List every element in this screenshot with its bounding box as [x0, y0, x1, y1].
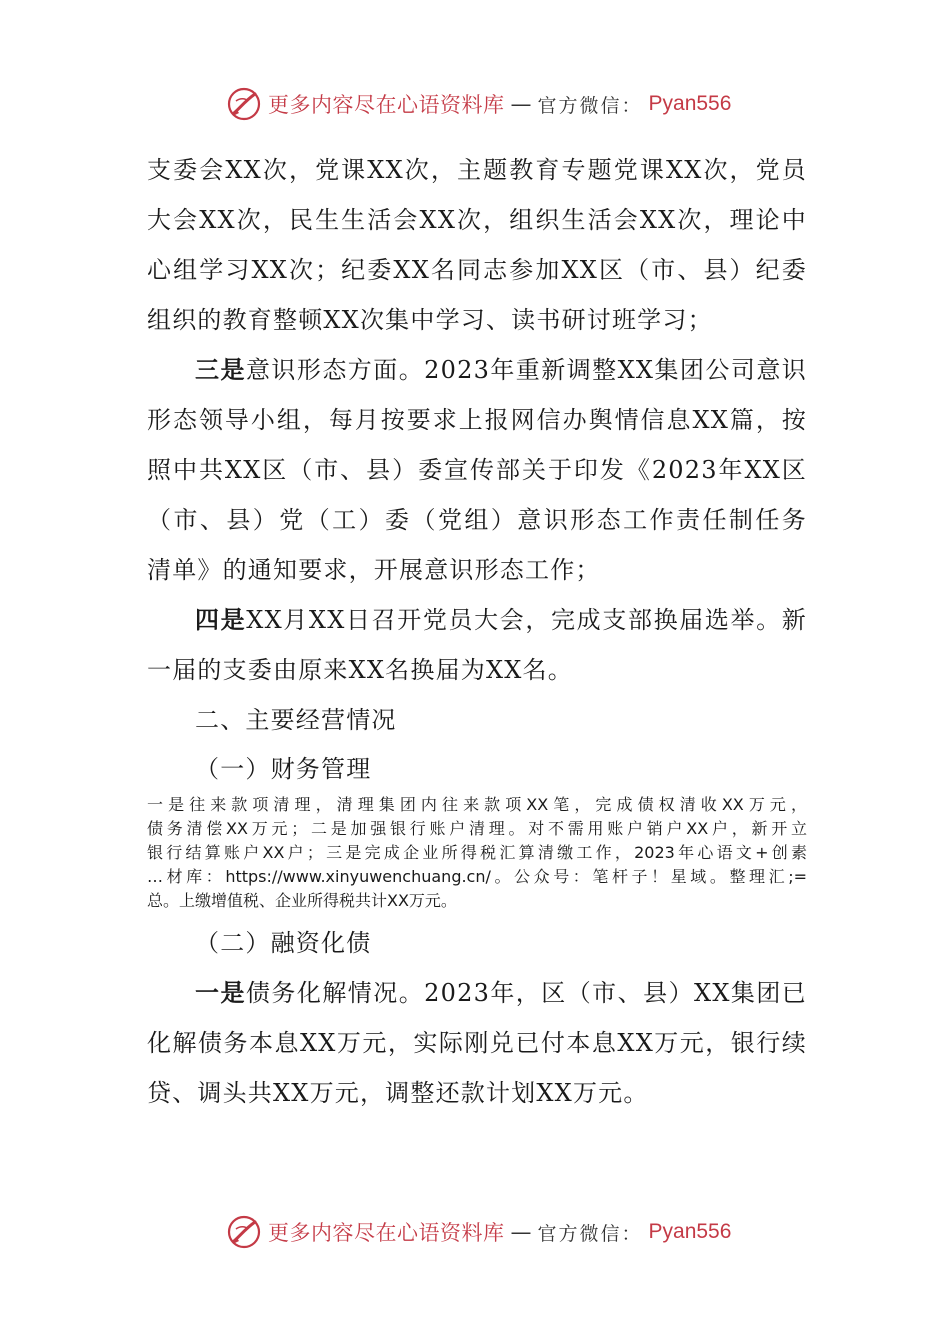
body-line: 照中共XX区（市、县）委宣传部关于印发《2023年XX区 — [147, 456, 807, 484]
body-line: 大会XX次，民生生活会XX次，组织生活会XX次，理论中 — [147, 206, 807, 234]
subsection-heading: （一）财务管理 — [195, 755, 372, 783]
body-line: 心组学习XX次；纪委XX名同志参加XX区（市、县）纪委 — [147, 256, 807, 284]
small-text-line: 一是往来款项清理，清理集团内往来款项XX笔，完成债权清收XX万元， — [147, 795, 807, 814]
body-line: （市、县）党（工）委（党组）意识形态工作责任制任务 — [147, 506, 807, 534]
pen-logo-icon — [226, 1214, 262, 1250]
body-text: 意识形态方面。2023年重新调整XX集团公司意识 — [245, 356, 807, 384]
section-heading: 二、主要经营情况 — [195, 706, 397, 734]
small-text-line: 总。上缴增值税、企业所得税共计XX万元。 — [147, 891, 457, 910]
watermark-label: 官方微信： — [537, 94, 643, 117]
subsection-heading: （二）融资化债 — [195, 929, 372, 957]
small-text-line: 债务清偿XX万元；二是加强银行账户清理。对不需用账户销户XX户，新开立 — [147, 819, 807, 838]
paragraph-five-first-line — [195, 977, 807, 1009]
watermark-banner-top — [226, 84, 731, 124]
body-line: 支委会XX次，党课XX次，主题教育专题党课XX次，党员 — [147, 156, 807, 184]
paragraph-four-first-line — [195, 604, 807, 636]
body-line: 清单》的通知要求，开展意识形态工作； — [147, 556, 601, 584]
watermark-main-text: 更多内容尽在心语资料库 — [268, 93, 505, 117]
body-text: 债务化解情况。2023年，区（市、县）XX集团已 — [245, 979, 807, 1007]
paragraph-lead: 四是 — [195, 605, 247, 634]
pen-logo-icon — [226, 86, 262, 122]
watermark-banner-bottom — [226, 1212, 731, 1252]
body-text: XX月XX日召开党员大会，完成支部换届选举。新 — [246, 606, 807, 634]
watermark-wechat-id: Pyan556 — [648, 92, 732, 115]
watermark-label: 官方微信： — [537, 1222, 643, 1245]
paragraph-three-first-line — [195, 354, 807, 386]
body-line: 组织的教育整顿XX次集中学习、读书研讨班学习； — [147, 306, 713, 334]
watermark-separator: — — [510, 1220, 532, 1244]
watermark-wechat-id: Pyan556 — [648, 1220, 732, 1243]
paragraph-lead: 一是 — [195, 978, 246, 1007]
paragraph-lead: 三是 — [195, 355, 246, 384]
body-line: 贷、调头共XX万元，调整还款计划XX万元。 — [147, 1079, 649, 1107]
body-line: 形态领导小组，每月按要求上报网信办舆情信息XX篇，按 — [147, 406, 807, 434]
small-text-line: …材库：https://www.xinyuwenchuang.cn/。公众号：笔杆子！星域。整理汇;= — [147, 867, 807, 886]
body-line: 一届的支委由原来XX名换届为XX名。 — [147, 656, 573, 684]
body-line: 化解债务本息XX万元，实际刚兑已付本息XX万元，银行续 — [147, 1029, 807, 1057]
small-text-line: 银行结算账户XX户；三是完成企业所得税汇算清缴工作，2023年心语文+创素 — [147, 843, 807, 862]
watermark-main-text: 更多内容尽在心语资料库 — [268, 1221, 505, 1245]
watermark-separator: — — [510, 92, 532, 116]
